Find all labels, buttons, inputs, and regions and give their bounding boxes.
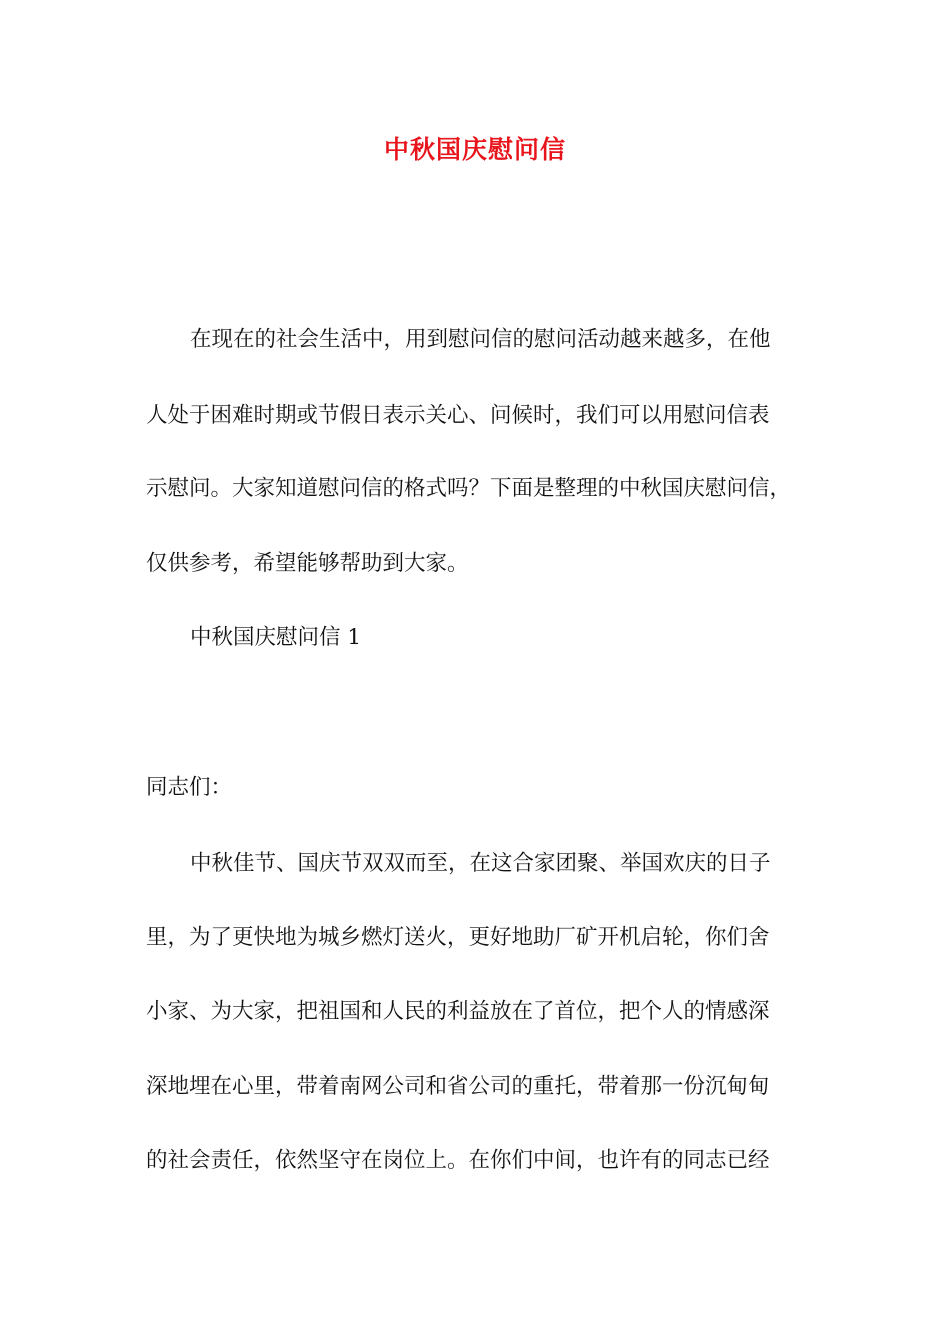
- paragraph-line: 仅供参考，希望能够帮助到大家。: [146, 551, 469, 576]
- document-title: 中秋国庆慰问信: [383, 135, 566, 164]
- paragraph-line: 里，为了更快地为城乡燃灯送火，更好地助厂矿开机启轮，你们舍: [146, 925, 770, 950]
- paragraph-line: 人处于困难时期或节假日表示关心、问候时，我们可以用慰问信表: [146, 403, 770, 428]
- paragraph-line: 示慰问。大家知道慰问信的格式吗？下面是整理的中秋国庆慰问信，: [146, 476, 792, 501]
- paragraph-line: 在现在的社会生活中，用到慰问信的慰问活动越来越多，在他: [190, 327, 771, 352]
- salutation: 同志们：: [146, 775, 233, 800]
- paragraph-line: 中秋佳节、国庆节双双而至，在这合家团聚、举国欢庆的日子: [190, 851, 771, 876]
- section-heading: 中秋国庆慰问信 1: [190, 625, 362, 650]
- paragraph-line: 小家、为大家，把祖国和人民的利益放在了首位，把个人的情感深: [146, 999, 770, 1024]
- paragraph-line: 的社会责任，依然坚守在岗位上。在你们中间，也许有的同志已经: [146, 1148, 770, 1173]
- paragraph-line: 深地埋在心里，带着南网公司和省公司的重托，带着那一份沉甸甸: [146, 1074, 770, 1099]
